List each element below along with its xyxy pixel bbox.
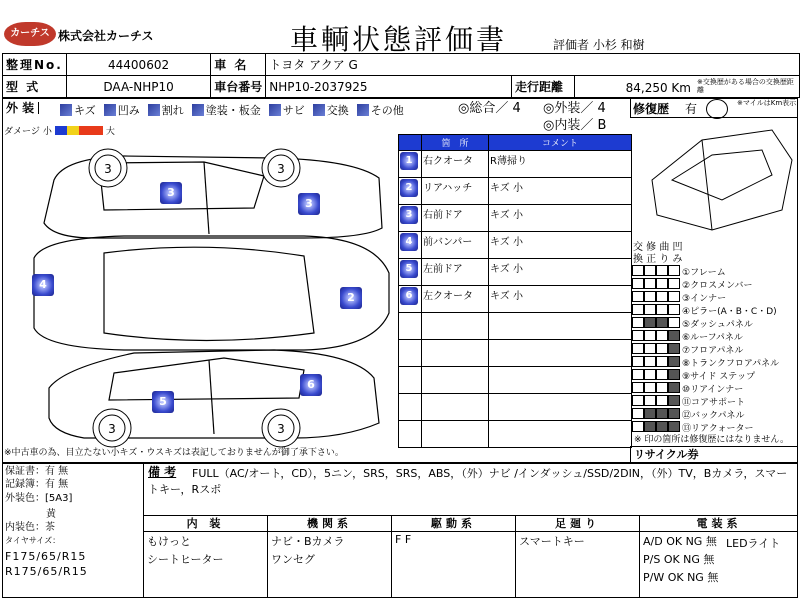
frame-cell <box>644 356 656 367</box>
mgmt-no-label: 整理No. <box>3 54 67 76</box>
repair-note: ※マイルはKm表示 <box>737 99 797 107</box>
frame-cell <box>644 278 656 289</box>
category-line: P/W OK NG 無 <box>643 571 719 584</box>
damage-place: 右クオータ <box>422 151 489 178</box>
frame-cell <box>656 343 668 354</box>
frame-cell <box>632 408 644 419</box>
frame-cell <box>656 317 668 328</box>
frame-cell <box>668 304 680 315</box>
paint-icon <box>192 104 204 116</box>
category-line: ナビ・Bカメラ <box>271 535 345 548</box>
category-line: A/D OK NG 無 <box>643 535 717 548</box>
frame-cell <box>668 330 680 341</box>
frame-cell <box>644 421 656 432</box>
frame-item-label: ①フレーム <box>682 268 726 278</box>
remarks-label: 備 考 <box>148 465 177 479</box>
frame-item-label: ②クロスメンバー <box>682 281 753 291</box>
category-header: 電装系 <box>640 516 798 532</box>
elec-extra: LEDライト <box>726 537 781 550</box>
frame-cell <box>668 343 680 354</box>
category-col <box>391 515 515 598</box>
frame-cell <box>644 382 656 393</box>
frame-cell <box>668 382 680 393</box>
category-line: F F <box>395 533 412 546</box>
category-header: 内 装 <box>144 516 267 532</box>
page-title: 車輌状態評価書 <box>290 23 508 56</box>
wheel-rating-fr: 3 <box>277 162 285 176</box>
damage-marker-3b: 3 <box>298 193 320 215</box>
frame-cell <box>644 265 656 276</box>
car-name: トヨタ アクア G <box>266 54 800 76</box>
category-line: シートヒーター <box>147 553 224 566</box>
frame-cell <box>632 382 644 393</box>
damage-marker-6: 6 <box>300 374 322 396</box>
frame-diagram <box>632 120 798 238</box>
frame-cell <box>656 382 668 393</box>
mileage: 84,250 Km <box>625 81 691 95</box>
category-header: 機関系 <box>268 516 391 532</box>
frame-cell <box>668 317 680 328</box>
tire-label: タイヤサイズ： <box>5 536 61 545</box>
frame-cell <box>632 421 644 432</box>
dent-icon <box>104 104 116 116</box>
damage-marker-3a: 3 <box>160 182 182 204</box>
frame-cell <box>644 317 656 328</box>
frame-cell <box>668 408 680 419</box>
frame-cell <box>644 291 656 302</box>
mileage-note: ※交換歴がある場合の交換歴距離 <box>697 78 794 94</box>
frame-cell <box>632 291 644 302</box>
crack-icon <box>148 104 160 116</box>
frame-cell <box>668 369 680 380</box>
company-logo: カーチス <box>4 22 56 46</box>
frame-cell <box>632 395 644 406</box>
frame-cell <box>668 265 680 276</box>
frame-cell <box>632 330 644 341</box>
model-label: 型 式 <box>3 76 67 98</box>
category-line: P/S OK NG 無 <box>643 553 715 566</box>
wheel-rating-rr: 3 <box>277 422 285 436</box>
frame-cell <box>632 343 644 354</box>
damage-comment: R薄掃り <box>489 151 632 178</box>
steering-icon <box>706 99 728 119</box>
record-book: 記録簿：有 無 <box>5 479 69 490</box>
frame-cell <box>668 421 680 432</box>
wheel-rating-fl: 3 <box>104 162 112 176</box>
frame-cell <box>632 265 644 276</box>
frame-cell <box>656 265 668 276</box>
interior-grade: ◎内装／ B <box>543 118 607 133</box>
mileage-cell <box>574 76 799 98</box>
category-grid <box>143 515 798 598</box>
frame-cell <box>632 317 644 328</box>
frame-cell <box>632 356 644 367</box>
frame-item-label: ⑩リアインナー <box>682 385 744 395</box>
model: DAA-NHP10 <box>66 76 210 98</box>
frame-cell <box>656 304 668 315</box>
scratch-icon <box>60 104 72 116</box>
category-col <box>515 515 639 598</box>
tire-rear: R175/65/R15 <box>5 565 88 578</box>
frame-item-label: ⑪コアサポート <box>682 398 746 408</box>
remarks-text: FULL（AC/オート，CD），5ニン，SRS，SRS，ABS，（外）ナビ /インダッシュ/SSD/2DIN，（外）TV，Bカメラ，スマートキー，Rスポ <box>148 467 788 496</box>
frame-item-label: ③インナー <box>682 294 727 304</box>
frame-cell <box>656 330 668 341</box>
frame-item-label: ⑧トランクフロアパネル <box>682 359 780 369</box>
frame-cell <box>656 291 668 302</box>
damage-bar <box>55 126 103 135</box>
frame-cell <box>656 356 668 367</box>
info-table <box>2 53 800 98</box>
repair-label: 修復歴 <box>633 102 670 116</box>
category-col <box>143 515 267 598</box>
frame-cell <box>632 278 644 289</box>
recycle-label: リサイクル券 <box>634 448 699 461</box>
chassis: NHP10-2037925 <box>266 76 512 98</box>
category-line: スマートキー <box>519 535 585 548</box>
frame-item-label: ④ピラー(A・B・C・D) <box>682 307 777 317</box>
warranty: 保証書：有 無 <box>5 466 69 477</box>
frame-cell <box>668 291 680 302</box>
frame-cell <box>656 278 668 289</box>
category-col <box>267 515 391 598</box>
frame-cell <box>656 408 668 419</box>
exterior-grade: ◎外装／ 4 <box>543 101 606 116</box>
frame-cell <box>668 278 680 289</box>
legend-row: キズ 凹み 割れ 塗装・板金 サビ 交換 その他 <box>60 101 404 119</box>
mileage-label: 走行距離 <box>512 76 575 98</box>
damage-marker-4: 4 <box>32 274 54 296</box>
other-icon <box>357 104 369 116</box>
mgmt-no: 44400602 <box>66 54 210 76</box>
frame-item-label: ⑨サイド ステップ <box>682 372 756 382</box>
frame-cell <box>632 304 644 315</box>
frame-item-label: ⑥ルーフパネル <box>682 333 743 343</box>
frame-item-label: ⑬リアクォーター <box>682 424 754 434</box>
int-color: 内装色：茶 <box>5 522 55 533</box>
frame-cell <box>632 369 644 380</box>
car-diagram <box>4 138 396 456</box>
company-name: 株式会社カーチス <box>58 29 154 43</box>
category-line: もけっと <box>147 535 191 548</box>
frame-cell <box>644 369 656 380</box>
exterior-label: 外 装 <box>6 102 39 114</box>
frame-note: ※ 印の箇所は修復歴にはなりません。 <box>634 435 789 445</box>
frame-item-label: ⑤ダッシュパネル <box>682 320 753 330</box>
frame-item-label: ⑦フロアパネル <box>682 346 744 356</box>
ext-color: 外装色：[5A3] <box>5 493 73 504</box>
frame-cell <box>668 356 680 367</box>
evaluator: 評価者 小杉 和樹 <box>553 38 645 52</box>
frame-cell <box>656 421 668 432</box>
wheel-rating-rl: 3 <box>108 422 116 436</box>
overall-grade: ◎総合／ 4 <box>458 101 521 116</box>
category-header: 足廻り <box>516 516 639 532</box>
frame-cell <box>644 408 656 419</box>
damage-marker-2: 2 <box>340 287 362 309</box>
replace-icon <box>313 104 325 116</box>
frame-col-headers: 交 修 曲 凹 換 正 り み <box>633 242 683 265</box>
category-line: ワンセグ <box>271 553 315 566</box>
damage-marker-5: 5 <box>152 391 174 413</box>
frame-cell <box>644 304 656 315</box>
damage-scale: ダメージ 小 大 <box>4 127 115 137</box>
frame-cell <box>644 343 656 354</box>
repair-value: 有 <box>685 102 698 116</box>
category-header: 駆動系 <box>392 516 515 532</box>
frame-cell <box>668 395 680 406</box>
frame-item-label: ⑫バックパネル <box>682 411 745 421</box>
frame-cell <box>644 330 656 341</box>
rust-icon <box>269 104 281 116</box>
footer-note: ※中古車の為、目立たない小キズ・ウスキズは表記しておりませんが御了承下さい。 <box>4 448 344 458</box>
chassis-label: 車台番号 <box>211 76 266 98</box>
frame-cell <box>644 395 656 406</box>
tire-front: F175/65/R15 <box>5 550 87 563</box>
frame-cell <box>656 395 668 406</box>
damage-table: 箇 所 コメント 1 右クオータ R薄掃り 2 リアハッチ キズ 小 3 右前ドア キズ 小 4 前バンパー キズ 小 5 左前ドア キズ 小 6 左クオータ キズ 小 <box>398 134 632 448</box>
car-name-label: 車 名 <box>211 54 266 76</box>
frame-cell <box>656 369 668 380</box>
category-col <box>639 515 798 598</box>
ext-color-name: 黄 <box>46 509 56 520</box>
